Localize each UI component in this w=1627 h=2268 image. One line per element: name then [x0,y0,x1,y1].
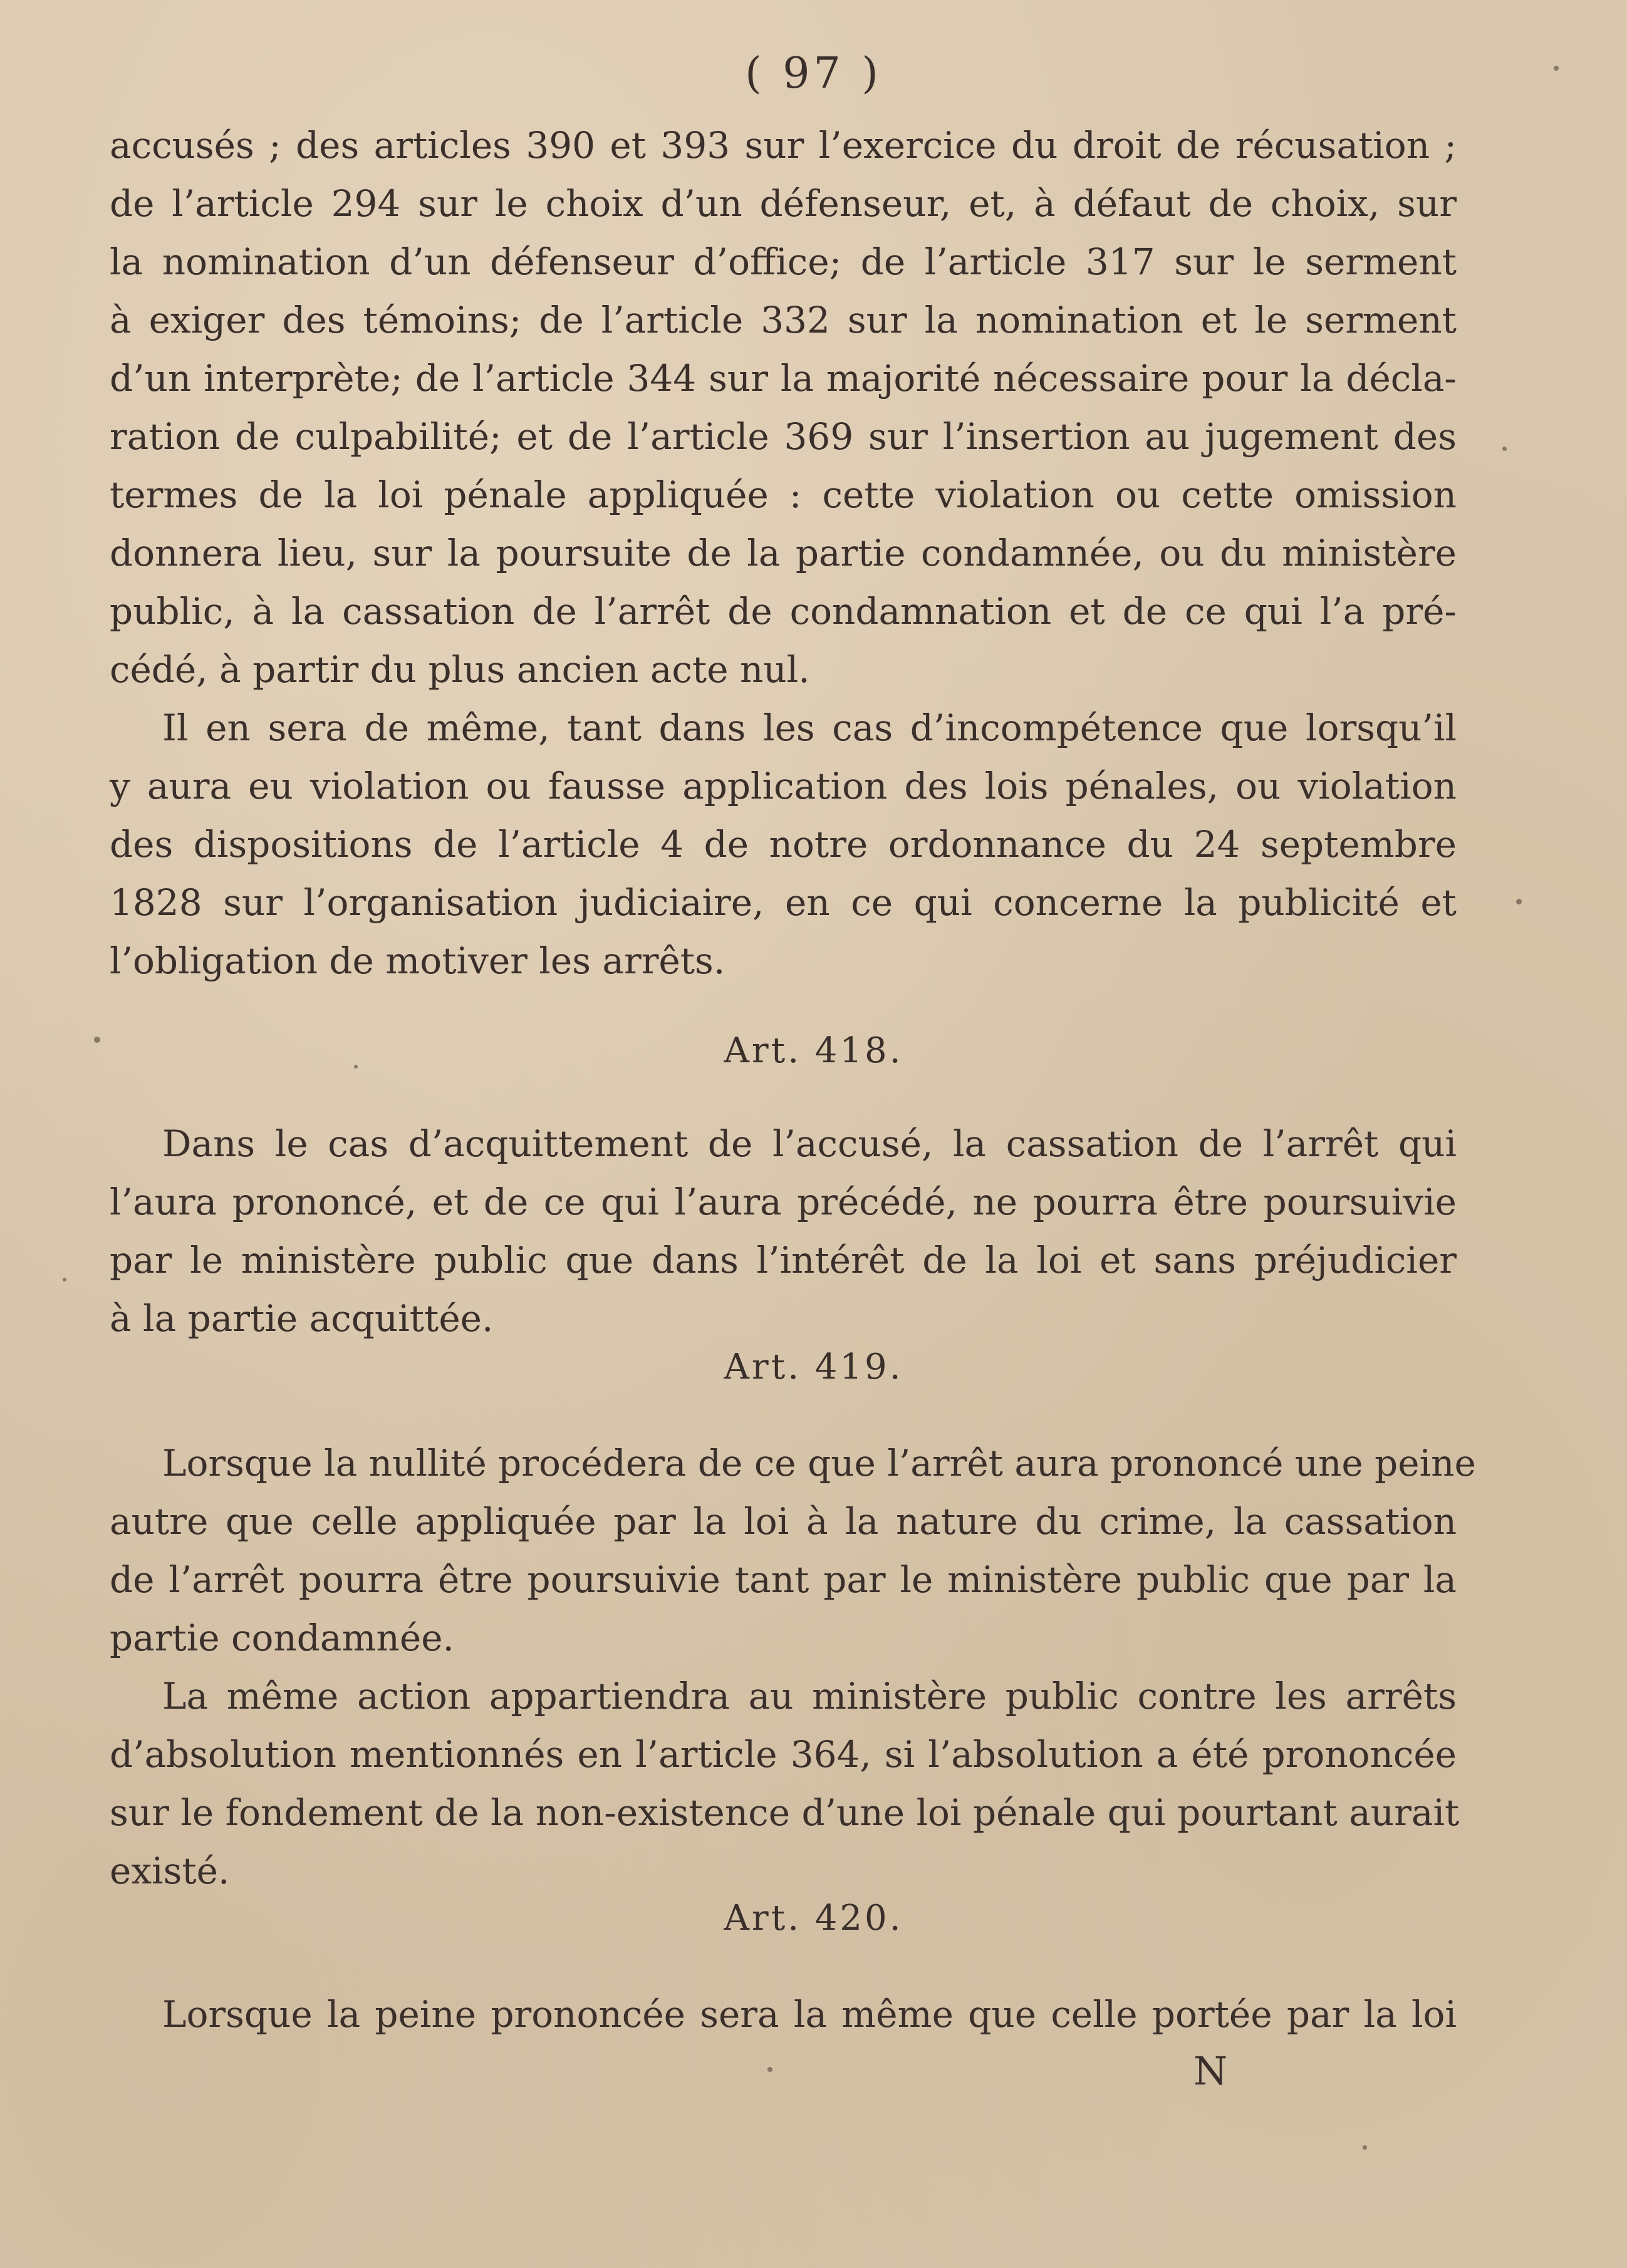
paper-speck [94,1037,100,1043]
paper-speck [1363,2145,1367,2150]
text-line: d’un interprète; de l’article 344 sur la majorité nécessaire pour la décla- [110,357,1457,400]
paper-speck [1516,899,1522,904]
article-419-body [110,1434,1476,1900]
paper-speck [1554,66,1559,71]
text-line: l’obligation de motiver les arrêts. [110,940,725,982]
text-line: 1828 sur l’organisation judiciaire, en ce qui concerne la publicité et [110,881,1457,924]
text-line: y aura eu violation ou fausse application des lois pénales, ou violation [110,765,1457,807]
text-line: cédé, à partir du plus ancien acte nul. [110,648,810,691]
article-417-continuation [110,117,1457,990]
text-line: public, à la cassation de l’arrêt de condamnation et de ce qui l’a pré- [110,590,1457,633]
text-line: donnera lieu, sur la poursuite de la partie condamnée, ou du ministère [110,532,1457,574]
text-line: Lorsque la peine prononcée sera la même que celle portée par la loi [162,1993,1457,2036]
signature-mark: N [1193,2048,1228,2094]
text-line: Il en sera de même, tant dans les cas d’incompétence que lorsqu’il [162,707,1457,749]
article-418-body [110,1115,1457,1348]
paper-speck [767,2067,772,2072]
text-line: à la partie acquittée. [110,1297,494,1340]
article-419-heading: Art. 419. [724,1347,903,1387]
text-line: la nomination d’un défenseur d’office; de l’article 317 sur le serment [110,241,1457,283]
text-line: termes de la loi pénale appliquée : cette violation ou cette omission [110,474,1457,516]
text-line: d’absolution mentionnés en l’article 364, si l’absolution a été prononcée [110,1733,1457,1776]
text-line: autre que celle appliquée par la loi à la nature du crime, la cassation [110,1500,1457,1543]
paper-speck [354,1065,358,1069]
text-line: ration de culpabilité; et de l’article 369 sur l’insertion au jugement des [110,415,1457,458]
text-line: sur le fondement de la non-existence d’une loi pénale qui pourtant aurait [110,1791,1460,1834]
text-line: Dans le cas d’acquittement de l’accusé, la cassation de l’arrêt qui [162,1122,1457,1165]
paper-speck [63,1278,66,1282]
text-line: La même action appartiendra au ministère public contre les arrêts [162,1675,1457,1717]
text-line: Lorsque la nullité procédera de ce que l’arrêt aura prononcé une peine [162,1442,1476,1484]
text-line: à exiger des témoins; de l’article 332 sur la nomination et le serment [110,299,1457,341]
text-line: des dispositions de l’article 4 de notre ordonnance du 24 septembre [110,823,1457,866]
text-line: par le ministère public que dans l’intérêt de la loi et sans préjudicier [110,1239,1457,1282]
article-418-heading: Art. 418. [724,1030,903,1071]
article-420-heading: Art. 420. [724,1898,903,1939]
text-line: l’aura prononcé, et de ce qui l’aura précédé, ne pourra être poursuivie [110,1181,1457,1223]
article-420-body [110,1986,1457,2044]
page-number: ( 97 ) [745,49,882,98]
text-line: de l’article 294 sur le choix d’un défenseur, et, à défaut de choix, sur [110,182,1457,225]
text-line: accusés ; des articles 390 et 393 sur l’exercice du droit de récusation ; [110,124,1457,167]
text-line: existé. [110,1850,230,1892]
text-line: partie condamnée. [110,1617,454,1659]
text-line: de l’arrêt pourra être poursuivie tant par le ministère public que par la [110,1558,1457,1601]
paper-speck [1502,447,1507,451]
